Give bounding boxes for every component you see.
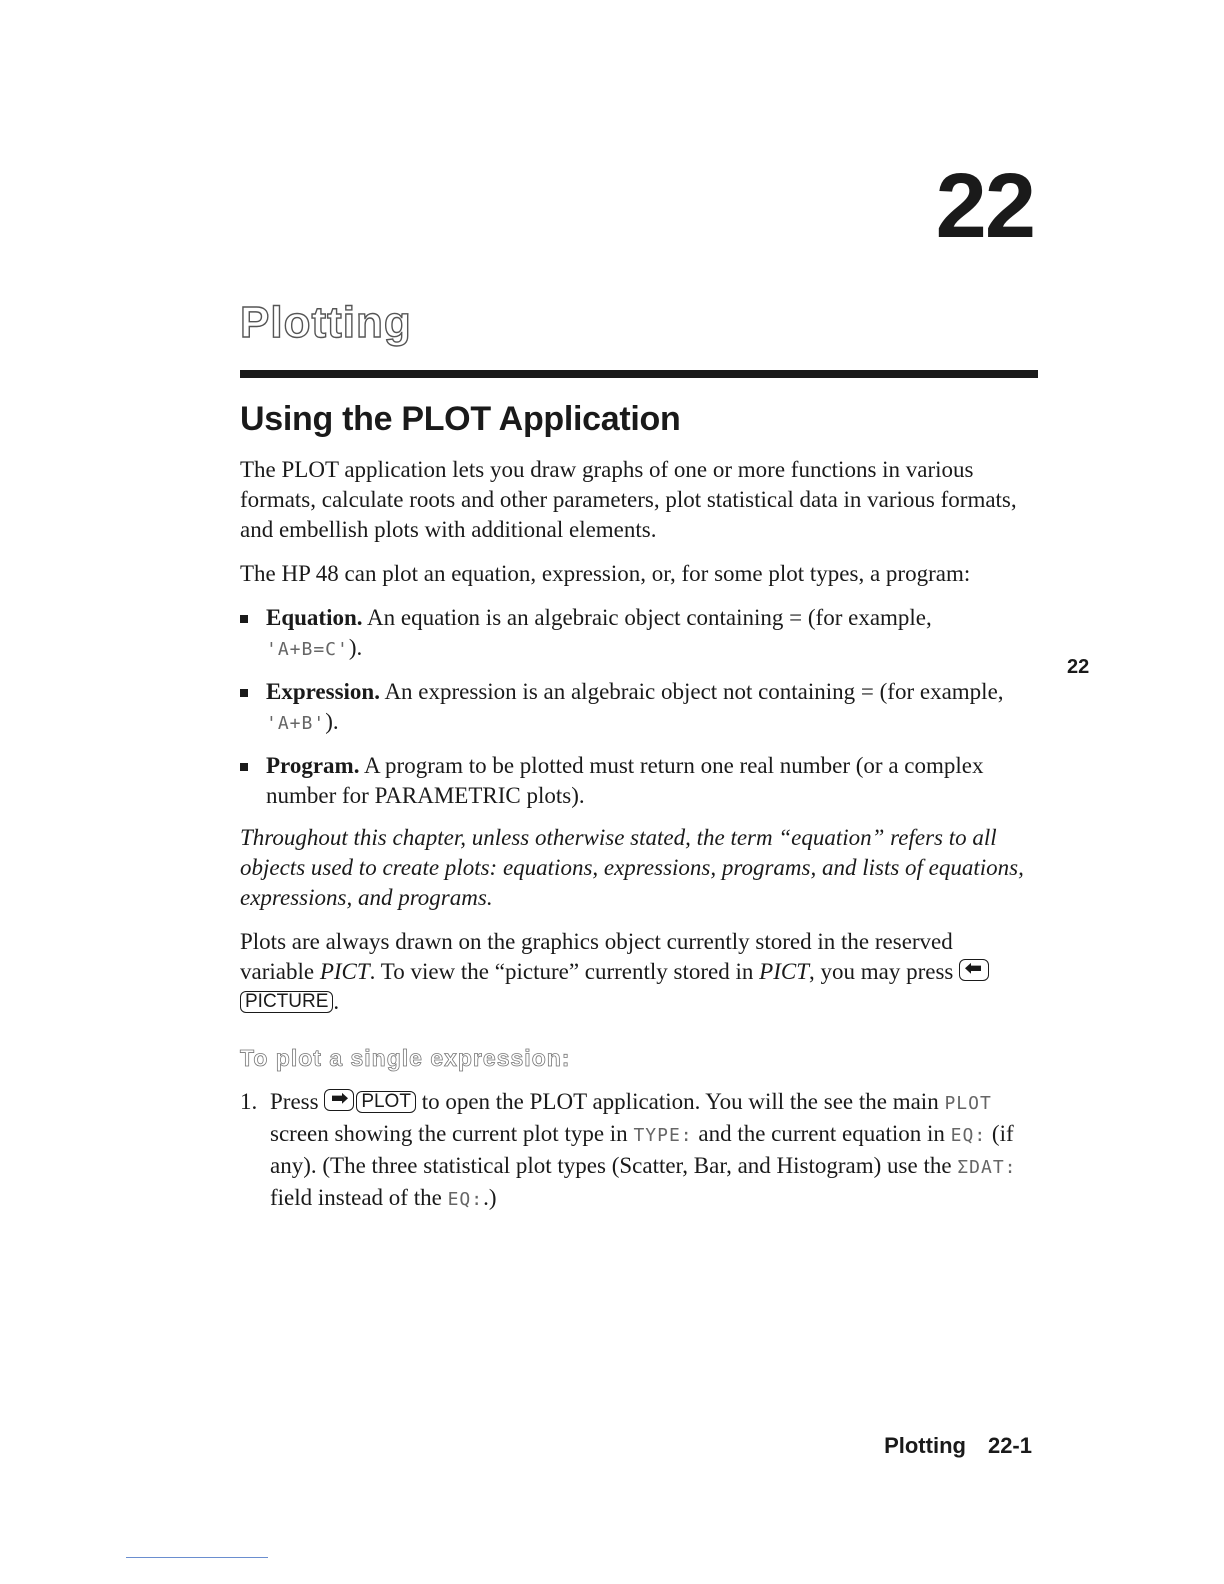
bullet-term: Equation. [266,605,363,630]
bullet-text: An equation is an algebraic object containing = (for example, [362,605,932,630]
page-number: 22-1 [987,1433,1032,1458]
screen-label: EQ: [950,1125,987,1146]
list-item-equation [240,603,1030,665]
screen-label: ΣDAT: [957,1157,1017,1178]
step-text: screen showing the current plot type in [270,1121,634,1146]
section-heading: Using the PLOT Application [240,400,681,438]
list-item-program [240,751,1030,811]
step-text: .) [483,1185,497,1210]
pict-text-a: Plots are always drawn on the graphics object currently stored in the reserved variable [240,929,953,984]
object-types-list [240,603,1030,811]
step-text: Press [270,1089,325,1114]
screen-label: EQ: [447,1189,484,1210]
page-footer [884,1433,1032,1459]
bullet-text-end: ). [348,635,363,660]
bullet-icon [240,763,248,771]
procedure-heading: To plot a single expression: [240,1045,571,1071]
step-1 [240,1087,1030,1215]
intro-paragraph-2: The HP 48 can plot an equation, expression, or, for some plot types, a program: [240,561,971,586]
bullet-icon [240,689,248,697]
screen-label: PLOT [944,1093,992,1114]
picture-key: PICTURE [240,991,333,1013]
step-text: to open the PLOT application. You will the see the main [415,1089,945,1114]
italic-note: Throughout this chapter, unless otherwise stated, the term “equation” refers to all objects used to create plots: equations, expressions, programs, and lists of equations, expressions, and programs. [240,825,1024,910]
list-item-expression [240,677,1030,739]
bullet-icon [240,615,248,623]
step-number: 1. [240,1089,258,1114]
pict-text-d: . [333,989,340,1014]
bullet-term: Program. [266,753,360,778]
pict-variable: PICT [759,959,809,984]
chapter-title: Plotting [240,298,412,347]
chapter-number: 22 [935,155,1034,257]
code-example: 'A+B=C' [266,639,349,660]
chapter-side-tab: 22 [1067,656,1090,678]
code-example: 'A+B' [266,713,326,734]
step-text: and the current equation in [692,1121,951,1146]
bullet-text: A program to be plotted must return one real number (or a complex number for PARAMETRIC plots). [266,753,984,808]
pict-paragraph [240,927,1030,1017]
step-text: field instead of the [270,1185,448,1210]
bullet-term: Expression. [266,679,380,704]
left-shift-arrow-icon [959,959,989,981]
pict-text-b: . To view the “picture” currently stored in [369,959,760,984]
bullet-text: An expression is an algebraic object not containing = (for example, [379,679,1004,704]
intro-paragraph-1: The PLOT application lets you draw graphs of one or more functions in various formats, calculate roots and other parameters, plot statistical data in various formats, and embellish plots with additional elements. [240,457,1017,542]
step-text: (if any). (The three statistical plot types (Scatter, Bar, and Histogram) use the [270,1121,1014,1178]
plot-key: PLOT [356,1091,416,1113]
footer-title: Plotting [884,1433,966,1458]
procedure-steps [240,1087,1030,1215]
body-text [240,455,1030,1227]
right-shift-arrow-icon [324,1089,354,1111]
footnote-rule [126,1557,268,1558]
screen-label: TYPE: [633,1125,693,1146]
chapter-rule [240,370,1038,378]
pict-variable: PICT [319,959,370,984]
pict-text-c: , you may press [809,959,960,984]
bullet-text-end: ). [325,709,339,734]
